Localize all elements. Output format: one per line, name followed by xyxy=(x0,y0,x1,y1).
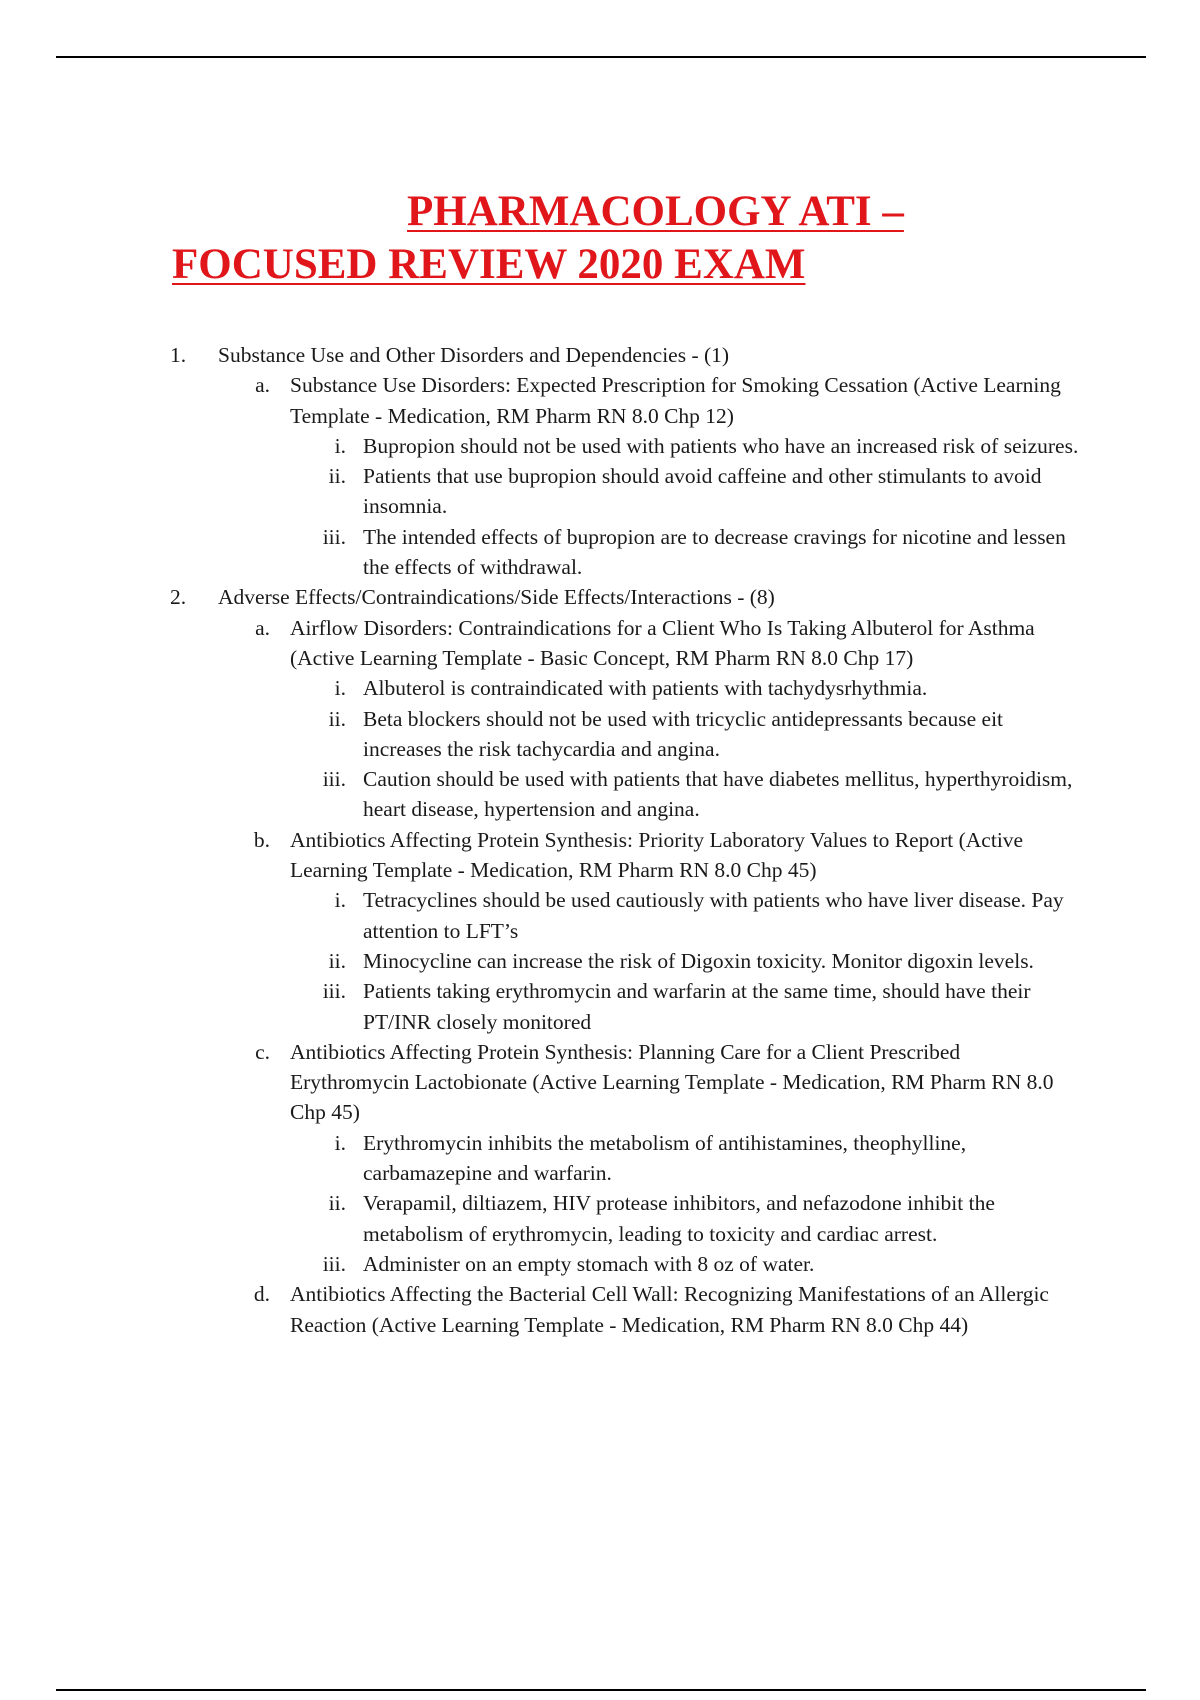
point-marker: iii. xyxy=(322,1251,346,1276)
point-text: Patients that use bupropion should avoid caffeine and other stimulants to avoid insomnia. xyxy=(363,464,1042,519)
point-text: Verapamil, diltiazem, HIV protease inhibitors, and nefazodone inhibit the metabolism of erythromycin, leading to toxicity and cardiac arrest. xyxy=(363,1191,995,1246)
point-marker: ii. xyxy=(328,464,346,489)
point-text: Administer on an empty stomach with 8 oz of water. xyxy=(363,1251,815,1276)
point-text: The intended effects of bupropion are to decrease cravings for nicotine and lessen the effects of withdrawal. xyxy=(363,524,1066,580)
point-marker: i. xyxy=(334,676,346,701)
point-2a-iii xyxy=(0,764,1083,825)
bottom-rule xyxy=(56,1689,1146,1691)
point-marker: i. xyxy=(334,1130,346,1155)
section-heading: Substance Use and Other Disorders and Dependencies - (1) xyxy=(218,343,730,367)
point-2c-iii xyxy=(0,1249,1083,1279)
point-marker: iii. xyxy=(322,767,346,792)
title-line-2: FOCUSED REVIEW 2020 EXAM xyxy=(172,241,806,288)
point-2b-i xyxy=(0,885,1083,946)
subsection-text: Antibiotics Affecting Protein Synthesis: Priority Laboratory Values to Report (Active Learning Template - Medication, RM Pharm RN 8.0 Chp 45) xyxy=(290,827,1024,883)
point-1a-ii xyxy=(0,461,1083,522)
point-marker: i. xyxy=(334,888,346,913)
point-text: Albuterol is contraindicated with patients with tachydysrhythmia. xyxy=(363,676,928,701)
section-heading: Adverse Effects/Contraindications/Side Effects/Interactions - (8) xyxy=(218,585,775,610)
subsection-letter: b. xyxy=(253,827,270,852)
title-line-1: PHARMACOLOGY ATI – xyxy=(407,188,904,235)
point-2c-i xyxy=(0,1128,1083,1189)
point-text: Erythromycin inhibits the metabolism of antihistamines, theophylline, carbamazepine and warfarin. xyxy=(363,1130,967,1186)
point-text: Caution should be used with patients that have diabetes mellitus, hyperthyroidism, heart disease, hypertension and angina. xyxy=(363,767,1073,822)
subsection-text: Airflow Disorders: Contraindications for a Client Who Is Taking Albuterol for Asthma (Active Learning Template - Basic Concept, RM Pharm RN 8.0 Chp 17) xyxy=(290,615,1035,670)
point-marker: ii. xyxy=(328,1191,346,1216)
point-text: Tetracyclines should be used cautiously with patients who have liver disease. Pay attention to LFT’s xyxy=(363,888,1064,943)
point-marker: ii. xyxy=(328,948,346,973)
section-1 xyxy=(0,340,1098,370)
subsection-text: Substance Use Disorders: Expected Prescription for Smoking Cessation (Active Learning Template - Medication, RM Pharm RN 8.0 Chp 12) xyxy=(290,373,1061,428)
point-marker: i. xyxy=(334,433,346,458)
point-2b-iii xyxy=(0,976,1083,1037)
section-2 xyxy=(0,582,1098,612)
point-marker: iii. xyxy=(322,979,346,1004)
point-1a-iii xyxy=(0,522,1083,583)
subsection-2b xyxy=(0,825,1070,886)
section-number: 2. xyxy=(170,585,187,610)
point-1a-i xyxy=(0,431,1083,461)
point-text: Minocycline can increase the risk of Digoxin toxicity. Monitor digoxin levels. xyxy=(363,948,1034,973)
subsection-text: Antibiotics Affecting Protein Synthesis: Planning Care for a Client Prescribed Erythromycin Lactobionate (Active Learning Template - Medication, RM Pharm RN 8.0 Chp 45) xyxy=(290,1039,1054,1125)
subsection-2d xyxy=(0,1279,1070,1340)
subsection-letter: d. xyxy=(253,1282,270,1307)
subsection-letter: a. xyxy=(255,615,270,640)
outline-list xyxy=(0,340,1200,1340)
subsection-2a xyxy=(0,613,1070,674)
point-text: Patients taking erythromycin and warfarin at the same time, should have their PT/INR closely monitored xyxy=(363,979,1031,1034)
point-marker: iii. xyxy=(322,524,346,549)
document-title xyxy=(172,185,952,291)
subsection-letter: c. xyxy=(255,1039,270,1064)
top-rule xyxy=(56,56,1146,58)
point-text: Beta blockers should not be used with tricyclic antidepressants because eit increases the risk tachycardia and angina. xyxy=(363,706,1004,761)
subsection-text: Antibiotics Affecting the Bacterial Cell Wall: Recognizing Manifestations of an Allergic Reaction (Active Learning Template - Medication, RM Pharm RN 8.0 Chp 44) xyxy=(290,1282,1049,1337)
subsection-2c xyxy=(0,1037,1070,1128)
subsection-1a xyxy=(0,370,1070,431)
point-text: Bupropion should not be used with patients who have an increased risk of seizures. xyxy=(363,433,1079,458)
section-number: 1. xyxy=(170,343,187,367)
point-2a-i xyxy=(0,673,1083,703)
point-marker: ii. xyxy=(328,706,346,731)
subsection-letter: a. xyxy=(255,373,270,398)
point-2c-ii xyxy=(0,1188,1083,1249)
point-2a-ii xyxy=(0,704,1083,765)
point-2b-ii xyxy=(0,946,1083,976)
